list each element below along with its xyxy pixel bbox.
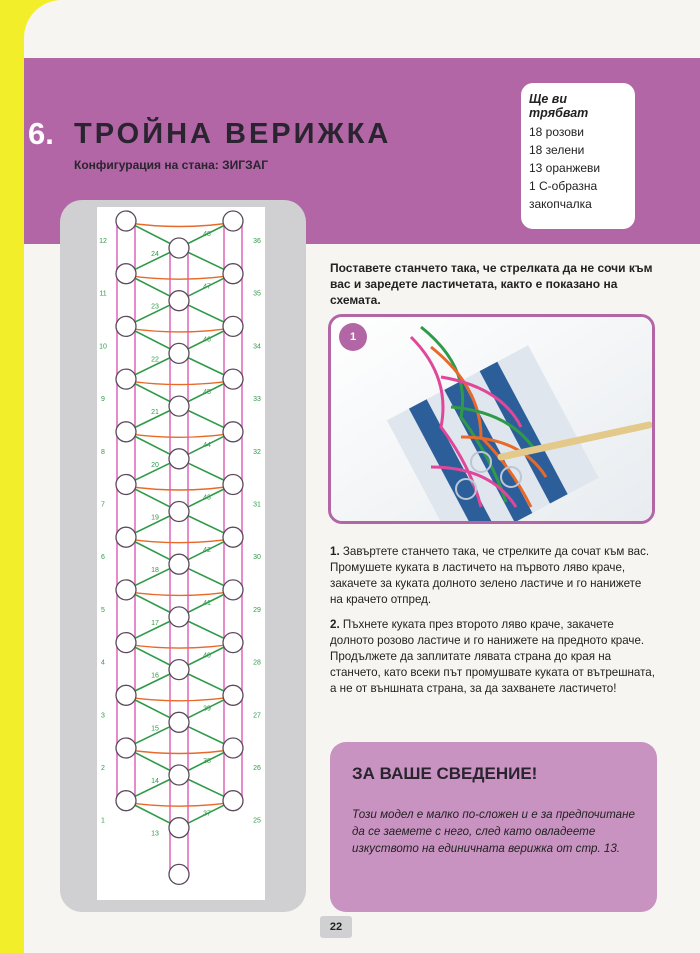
peg-left <box>116 633 136 653</box>
label-right: 34 <box>253 343 261 351</box>
label-left: 11 <box>99 290 107 298</box>
peg-left <box>116 580 136 600</box>
label-inner: 43 <box>203 494 211 502</box>
peg-center <box>169 291 189 311</box>
peg-right <box>223 475 243 495</box>
materials-box <box>521 83 635 229</box>
label-left: 12 <box>99 238 107 245</box>
label-inner: 48 <box>203 231 211 238</box>
info-box <box>330 742 657 912</box>
label-center: 16 <box>151 672 159 680</box>
step-photo <box>328 314 655 524</box>
peg-left <box>116 211 136 231</box>
label-center: 17 <box>151 619 159 627</box>
materials-item: 1 С-образна <box>529 179 598 193</box>
label-inner: 38 <box>203 758 211 765</box>
materials-item: 18 розови <box>529 125 585 139</box>
peg-right <box>223 422 243 442</box>
label-inner: 45 <box>203 389 211 397</box>
materials-item: 18 зелени <box>529 143 585 157</box>
label-right: 31 <box>253 501 261 509</box>
page-title: ТРОЙНА ВЕРИЖКА <box>74 118 392 150</box>
peg-right <box>223 211 243 231</box>
label-left: 3 <box>101 712 105 720</box>
label-right: 32 <box>253 448 261 456</box>
peg-left <box>116 264 136 284</box>
step-badge: 1 <box>339 323 367 351</box>
section-number: 6. <box>28 116 54 151</box>
peg-center <box>169 818 189 838</box>
peg-right <box>223 316 243 336</box>
loom-diagram <box>97 207 265 900</box>
step-body: Завъртете станчето така, че стрелките да сочат към вас. Промушете куката в ластичето на първото ляво краче, закачете за куката долното зелено ластиче и го нанижете на крачето отпред. <box>330 545 650 606</box>
label-right: 35 <box>253 290 261 298</box>
peg-center <box>169 660 189 680</box>
label-center: 13 <box>151 830 159 838</box>
label-center: 19 <box>151 514 159 522</box>
label-right: 28 <box>253 659 261 667</box>
peg-right <box>223 685 243 705</box>
peg-center <box>169 864 189 884</box>
label-right: 25 <box>253 817 261 825</box>
peg-right <box>223 369 243 389</box>
step-number: 1. <box>330 545 340 558</box>
intro-text: Поставете станчето така, че стрелката да не сочи към вас и заредете ластичетата, както е показано на схемата. <box>330 261 653 307</box>
label-center: 15 <box>151 725 159 733</box>
loom-photo-illustration <box>331 317 652 521</box>
peg-left <box>116 685 136 705</box>
info-heading: ЗА ВАШЕ СВЕДЕНИЕ! <box>352 764 538 783</box>
label-center: 23 <box>151 303 159 311</box>
peg-right <box>223 264 243 284</box>
peg-center <box>169 554 189 574</box>
peg-left <box>116 791 136 811</box>
label-right: 26 <box>253 765 261 772</box>
info-text: Този модел е малко по-сложен и е за предпочитане да се заемете с него, след като овладеете изкуството на единичната верижка от стр. 13. <box>352 808 635 855</box>
label-left: 1 <box>101 817 105 825</box>
label-left: 5 <box>101 606 105 614</box>
peg-center <box>169 712 189 732</box>
label-left: 8 <box>101 448 105 456</box>
peg-left <box>116 475 136 495</box>
materials-heading: Ще ви трябват <box>529 92 589 120</box>
peg-center <box>169 502 189 522</box>
label-right: 27 <box>253 712 261 720</box>
label-right: 29 <box>253 606 261 614</box>
peg-right <box>223 738 243 758</box>
label-center: 14 <box>151 778 159 785</box>
materials-item: закопчалка <box>529 197 592 211</box>
label-inner: 41 <box>203 599 211 607</box>
label-inner: 42 <box>203 547 211 555</box>
peg-center <box>169 396 189 416</box>
peg-left <box>116 527 136 547</box>
peg-right <box>223 527 243 547</box>
label-right: 33 <box>253 396 261 404</box>
peg-left <box>116 369 136 389</box>
label-inner: 37 <box>203 810 211 818</box>
step-2-text <box>330 617 655 697</box>
step-number: 2. <box>330 618 340 631</box>
peg-left <box>116 738 136 758</box>
label-center: 21 <box>151 409 159 417</box>
label-right: 30 <box>253 554 261 562</box>
peg-center <box>169 607 189 627</box>
label-inner: 44 <box>203 441 211 449</box>
label-left: 7 <box>101 501 105 509</box>
peg-center <box>169 238 189 258</box>
peg-right <box>223 580 243 600</box>
label-left: 4 <box>101 659 105 667</box>
label-inner: 39 <box>203 705 211 713</box>
label-left: 2 <box>101 765 105 772</box>
label-center: 18 <box>151 567 159 575</box>
peg-center <box>169 449 189 469</box>
label-left: 10 <box>99 343 107 351</box>
step-1-text <box>330 544 655 608</box>
page-number: 22 <box>320 916 352 938</box>
label-center: 22 <box>151 356 159 364</box>
label-left: 6 <box>101 554 105 562</box>
peg-left <box>116 316 136 336</box>
materials-item: 13 оранжеви <box>529 161 601 175</box>
label-inner: 40 <box>203 652 211 660</box>
label-inner: 47 <box>203 283 211 291</box>
label-center: 20 <box>151 461 159 469</box>
label-right: 36 <box>253 238 261 245</box>
step-body: Пъхнете куката през второто ляво краче, закачете долното розово ластиче и го нанижете на предното краче. Продължете да заплитате лявата страна до края на станчето, като всеки път промушвате куката от вътрешната, а не от външната страна, за да захванете ластичето! <box>330 618 655 695</box>
label-center: 24 <box>151 251 159 258</box>
label-left: 9 <box>101 396 105 404</box>
peg-right <box>223 633 243 653</box>
peg-right <box>223 791 243 811</box>
peg-center <box>169 343 189 363</box>
peg-center <box>169 765 189 785</box>
label-inner: 46 <box>203 336 211 344</box>
page-subtitle: Конфигурация на стана: ЗИГЗАГ <box>74 158 269 172</box>
peg-left <box>116 422 136 442</box>
